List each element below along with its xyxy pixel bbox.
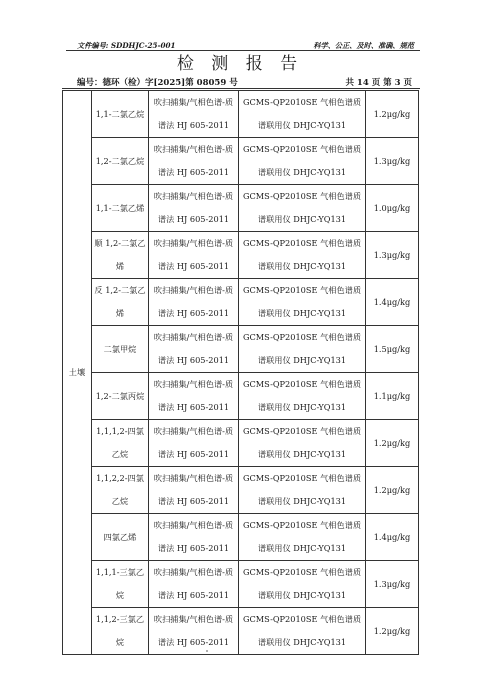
meta-rule bbox=[62, 88, 420, 89]
method-cell: 吹扫捕集/气相色谱-质谱法 HJ 605-2011 bbox=[149, 420, 239, 467]
instrument-cell: GCMS-QP2010SE 气相色谱质谱联用仪 DHJC-YQ131 bbox=[239, 326, 366, 373]
method-cell: 吹扫捕集/气相色谱-质谱法 HJ 605-2011 bbox=[149, 138, 239, 185]
table-body bbox=[63, 91, 419, 655]
limit-cell: 1.3μg/kg bbox=[366, 561, 419, 608]
limit-cell: 1.2μg/kg bbox=[366, 91, 419, 138]
limit-cell: 1.1μg/kg bbox=[366, 373, 419, 420]
item-cell: 1,1,1,2-四氯乙烷 bbox=[92, 420, 149, 467]
item-cell: 1,1,1-三氯乙烷 bbox=[92, 561, 149, 608]
method-cell: 吹扫捕集/气相色谱-质谱法 HJ 605-2011 bbox=[149, 232, 239, 279]
item-cell: 四氯乙烯 bbox=[92, 514, 149, 561]
report-title: 检 测 报 告 bbox=[176, 54, 304, 74]
limit-cell: 1.2μg/kg bbox=[366, 420, 419, 467]
instrument-cell: GCMS-QP2010SE 气相色谱质谱联用仪 DHJC-YQ131 bbox=[239, 185, 366, 232]
limit-cell: 1.0μg/kg bbox=[366, 185, 419, 232]
method-cell: 吹扫捕集/气相色谱-质谱法 HJ 605-2011 bbox=[149, 373, 239, 420]
item-cell: 1,2-二氯乙烷 bbox=[92, 138, 149, 185]
method-cell: 吹扫捕集/气相色谱-质谱法 HJ 605-2011 bbox=[149, 326, 239, 373]
item-cell: 1,1-二氯乙烯 bbox=[92, 185, 149, 232]
item-cell: 1,2-二氯丙烷 bbox=[92, 373, 149, 420]
table-row bbox=[63, 138, 419, 185]
method-cell: 吹扫捕集/气相色谱-质谱法 HJ 605-2011 bbox=[149, 91, 239, 138]
limit-cell: 1.5μg/kg bbox=[366, 326, 419, 373]
table-row bbox=[63, 232, 419, 279]
instrument-cell: GCMS-QP2010SE 气相色谱质谱联用仪 DHJC-YQ131 bbox=[239, 232, 366, 279]
instrument-cell: GCMS-QP2010SE 气相色谱质谱联用仪 DHJC-YQ131 bbox=[239, 138, 366, 185]
item-cell: 1,1,2-三氯乙烷 bbox=[92, 608, 149, 655]
category-cell: 土壤 bbox=[63, 91, 92, 655]
method-cell: 吹扫捕集/气相色谱-质谱法 HJ 605-2011 bbox=[149, 279, 239, 326]
item-cell: 1,1,2,2-四氯乙烷 bbox=[92, 467, 149, 514]
instrument-cell: GCMS-QP2010SE 气相色谱质谱联用仪 DHJC-YQ131 bbox=[239, 608, 366, 655]
table-row bbox=[63, 326, 419, 373]
instrument-cell: GCMS-QP2010SE 气相色谱质谱联用仪 DHJC-YQ131 bbox=[239, 91, 366, 138]
instrument-cell: GCMS-QP2010SE 气相色谱质谱联用仪 DHJC-YQ131 bbox=[239, 467, 366, 514]
table-row bbox=[63, 91, 419, 138]
header-slogan: 科学、公正、及时、准确、规范 bbox=[313, 41, 414, 50]
method-cell: 吹扫捕集/气相色谱-质谱法 HJ 605-2011 bbox=[149, 467, 239, 514]
table-row bbox=[63, 279, 419, 326]
instrument-cell: GCMS-QP2010SE 气相色谱质谱联用仪 DHJC-YQ131 bbox=[239, 561, 366, 608]
instrument-cell: GCMS-QP2010SE 气相色谱质谱联用仪 DHJC-YQ131 bbox=[239, 373, 366, 420]
item-cell: 顺 1,2-二氯乙烯 bbox=[92, 232, 149, 279]
document-code: 文件编号: SDDHJC-25-001 bbox=[77, 41, 176, 50]
method-cell: 吹扫捕集/气相色谱-质谱法 HJ 605-2011 bbox=[149, 608, 239, 655]
item-cell: 反 1,2-二氯乙烯 bbox=[92, 279, 149, 326]
limit-cell: 1.2μg/kg bbox=[366, 467, 419, 514]
method-cell: 吹扫捕集/气相色谱-质谱法 HJ 605-2011 bbox=[149, 514, 239, 561]
method-cell: 吹扫捕集/气相色谱-质谱法 HJ 605-2011 bbox=[149, 185, 239, 232]
limit-cell: 1.3μg/kg bbox=[366, 138, 419, 185]
instrument-cell: GCMS-QP2010SE 气相色谱质谱联用仪 DHJC-YQ131 bbox=[239, 279, 366, 326]
test-method-table bbox=[62, 90, 419, 655]
limit-cell: 1.4μg/kg bbox=[366, 514, 419, 561]
limit-cell: 1.4μg/kg bbox=[366, 279, 419, 326]
table-row bbox=[63, 608, 419, 655]
page-indicator: 共 14 页 第 3 页 bbox=[345, 78, 412, 88]
table-row bbox=[63, 185, 419, 232]
item-cell: 1,1-二氯乙烷 bbox=[92, 91, 149, 138]
report-number: 编号：德环（检）字[2025]第 08059 号 bbox=[77, 78, 238, 88]
limit-cell: 1.3μg/kg bbox=[366, 232, 419, 279]
instrument-cell: GCMS-QP2010SE 气相色谱质谱联用仪 DHJC-YQ131 bbox=[239, 514, 366, 561]
table-row bbox=[63, 467, 419, 514]
limit-cell: 1.2μg/kg bbox=[366, 608, 419, 655]
table-row bbox=[63, 561, 419, 608]
table-row bbox=[63, 373, 419, 420]
method-cell: 吹扫捕集/气相色谱-质谱法 HJ 605-2011 bbox=[149, 561, 239, 608]
table-row bbox=[63, 514, 419, 561]
page-mark bbox=[206, 650, 208, 652]
table-row bbox=[63, 420, 419, 467]
item-cell: 二氯甲烷 bbox=[92, 326, 149, 373]
instrument-cell: GCMS-QP2010SE 气相色谱质谱联用仪 DHJC-YQ131 bbox=[239, 420, 366, 467]
